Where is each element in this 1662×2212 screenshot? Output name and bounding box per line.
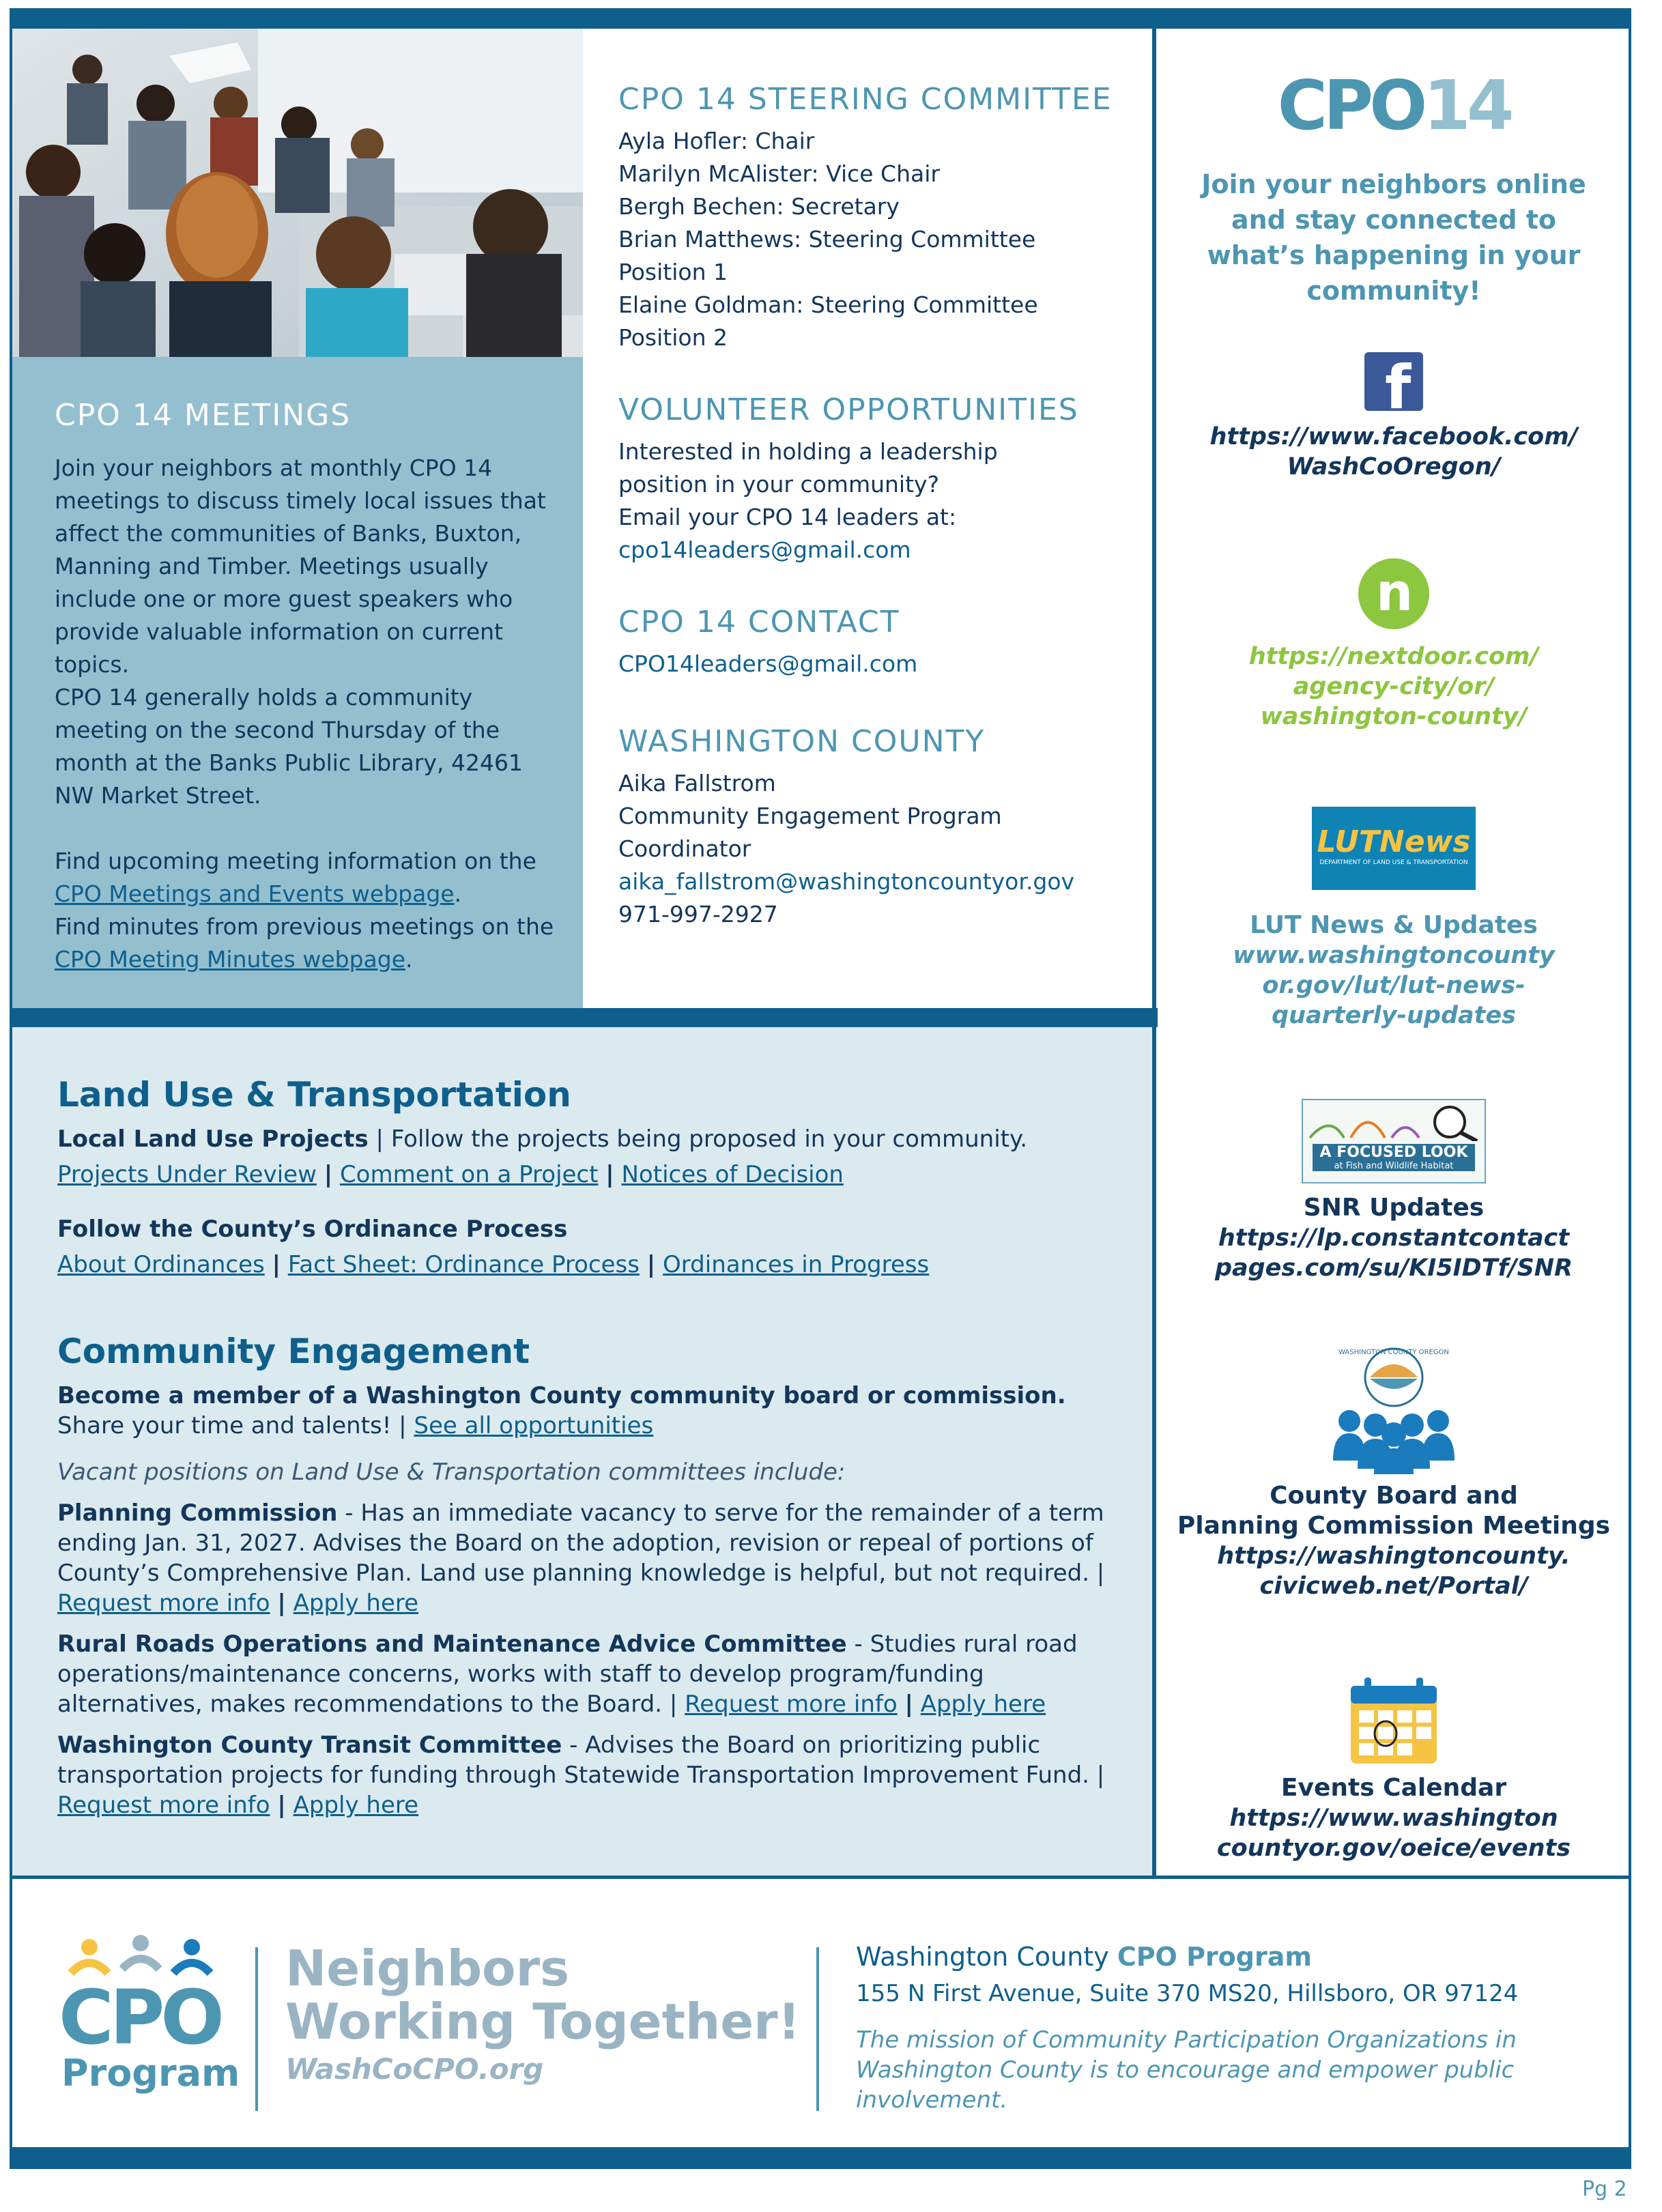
volunteer-email[interactable]: cpo14leaders@gmail.com: [618, 536, 911, 563]
ordinance-title: [57, 1214, 1152, 1244]
notices-of-decision-link[interactable]: Notices of Decision: [621, 1161, 844, 1188]
habitat-illustration-icon: [1303, 1100, 1485, 1141]
snr-link[interactable]: [1156, 1223, 1631, 1283]
steering-line: Brian Matthews: Steering Committee: [618, 226, 1036, 253]
cpo14-logo-cpo: CPO: [1277, 66, 1424, 145]
nextdoor-n-glyph: n: [1376, 562, 1414, 622]
cpo14-logo: [1156, 68, 1631, 143]
snr-badge-subtitle: at Fish and Wildlife Habitat: [1313, 1161, 1475, 1171]
events-url-1: https://www.washington: [1229, 1805, 1558, 1832]
county-line: Aika Fallstrom: [618, 770, 776, 796]
lut-news-badge-sub: DEPARTMENT OF LAND USE & TRANSPORTATION: [1319, 859, 1468, 866]
county-board-link[interactable]: [1156, 1541, 1631, 1601]
separator: |: [368, 1125, 391, 1153]
county-email[interactable]: aika_fallstrom@washingtoncountyor.gov: [618, 868, 1075, 895]
right-sidebar: [1156, 29, 1631, 1863]
contact-email[interactable]: CPO14leaders@gmail.com: [618, 650, 918, 677]
request-info-link[interactable]: Request more info: [57, 1792, 270, 1819]
engagement-share: [57, 1411, 1152, 1441]
tagline-line-2: Working Together!: [285, 1993, 801, 2050]
project-links: Projects Under Review | Comment on a Project | Notices of Decision: [57, 1161, 844, 1188]
become-member-text: Become a member of a Washington County community board or commission.: [57, 1382, 1066, 1409]
committee-rural-roads: Rural Roads Operations and Maintenance Advice Committee - Studies rural road operations/maintenance concerns, works with staff to develop program/funding alternatives, makes recommendations to the Board. | Request more info | Apply here: [57, 1631, 1078, 1718]
lut-news-heading: LUT News & Updates: [1250, 911, 1538, 939]
meetings-minutes-info: [55, 910, 556, 976]
committee-name: Washington County Transit Committee: [57, 1732, 562, 1759]
committee-name: Planning Commission: [57, 1499, 338, 1527]
lut-news-link[interactable]: [1156, 940, 1631, 1031]
lut-url-1: www.washingtoncounty: [1233, 942, 1555, 969]
engagement-become: [57, 1381, 1152, 1411]
org-bold: CPO Program: [1117, 1942, 1312, 1972]
spacer: [55, 812, 556, 845]
steering-line: Ayla Hofler: Chair: [618, 128, 815, 154]
footer-logo-program: Program: [61, 2052, 240, 2095]
footer-logo-cpo: CPO: [59, 1974, 220, 2061]
footer-address: 155 N First Avenue, Suite 370 MS20, Hillsboro, OR 97124: [856, 1980, 1519, 2007]
events-heading: Events Calendar: [1280, 1774, 1507, 1802]
snr-focused-look-badge[interactable]: [1302, 1099, 1486, 1183]
nextdoor-url-2: agency-city/or/: [1293, 673, 1495, 700]
board-heading-1: County Board and: [1270, 1482, 1518, 1510]
minutes-period: .: [405, 946, 413, 973]
county-seal-text: WASHINGTON COUNTY OREGON: [1338, 1349, 1449, 1356]
meetings-title: CPO 14 MEETINGS: [55, 398, 352, 433]
volunteer-line: Interested in holding a leadership: [618, 438, 998, 465]
meetings-events-info: [55, 845, 556, 910]
committee-name: Rural Roads Operations and Maintenance Advice Committee: [57, 1631, 847, 1658]
steering-line: Position 2: [618, 324, 728, 351]
see-all-opportunities-link[interactable]: See all opportunities: [414, 1412, 654, 1439]
local-projects-label: Local Land Use Projects: [57, 1125, 369, 1153]
section-divider: [10, 1008, 1158, 1027]
board-url-2: civicweb.net/Portal/: [1259, 1572, 1528, 1600]
meetings-events-link[interactable]: CPO Meetings and Events webpage: [55, 880, 455, 907]
committee-desc: - Advises the Board on prioritizing public transportation projects for funding through Statewide Transportation Improvement Fund. |: [57, 1732, 1105, 1789]
footer-divider-1: [255, 1947, 258, 2111]
footer-website[interactable]: WashCoCPO.org: [285, 2052, 544, 2086]
facebook-url-2: WashCoOregon/: [1287, 453, 1501, 480]
committee-desc: - Has an immediate vacancy to serve for the remainder of a term ending Jan. 31, 2027. Advises the Board on the adoption, revision or repeal of portions of County’s Comprehensive Plan. Land use planning knowledge is helpful, but not required. |: [57, 1499, 1105, 1587]
county-board-heading: [1156, 1481, 1631, 1541]
middle-column: [618, 29, 1144, 931]
local-projects-line: [57, 1124, 1152, 1154]
board-heading-2: Planning Commission Meetings: [1177, 1512, 1611, 1540]
cpo-program-logo: [59, 1934, 240, 2097]
apply-link[interactable]: Apply here: [293, 1792, 419, 1819]
events-text: Find upcoming meeting information on the: [55, 848, 536, 874]
land-use-title: Land Use & Transportation: [57, 1075, 571, 1115]
committee-planning: Planning Commission - Has an immediate vacancy to serve for the remainder of a term ending Jan. 31, 2027. Advises the Board on the adoption, revision or repeal of portions of County’s Comprehensive Plan. Land use planning knowledge is helpful, but not required. | Request more info | Apply here: [57, 1499, 1105, 1617]
meeting-audience-photo: [12, 29, 583, 357]
events-url-2: countyor.gov/oeice/events: [1216, 1835, 1571, 1862]
steering-line: Elaine Goldman: Steering Committee: [618, 291, 1038, 318]
snr-url-1: https://lp.constantcontact: [1218, 1224, 1570, 1252]
request-info-link[interactable]: Request more info: [685, 1691, 898, 1718]
share-text: Share your time and talents! |: [57, 1412, 414, 1439]
meetings-intro: Join your neighbors at monthly CPO 14 meetings to discuss timely local issues that affect the communities of Banks, Buxton, Manning and Timber. Meetings usually include one or more guest speakers who provide valuable information on current topics.: [55, 455, 546, 678]
footer-mission: The mission of Community Participation Organizations in Washington County is to encourage and empower public involvement.: [856, 2026, 1517, 2114]
tagline-line-1: Neighbors: [285, 1940, 569, 1997]
nextdoor-url-1: https://nextdoor.com/: [1248, 643, 1539, 670]
cpo14-logo-14: 14: [1423, 66, 1510, 145]
local-projects-text: Follow the projects being proposed in your community.: [390, 1125, 1028, 1153]
events-calendar-icon[interactable]: [1349, 1676, 1438, 1765]
committee-transit: Washington County Transit Committee - Advises the Board on prioritizing public transportation projects for funding through Statewide Transportation Improvement Fund. | Request more info | Apply here: [57, 1732, 1105, 1819]
footer: [12, 1879, 1629, 2147]
nextdoor-url-3: washington-county/: [1260, 703, 1528, 730]
meetings-panel: [12, 357, 583, 1008]
lut-news-badge[interactable]: [1312, 807, 1476, 890]
contact-title: CPO 14 CONTACT: [618, 605, 900, 640]
projects-under-review-link[interactable]: Projects Under Review: [57, 1161, 317, 1188]
about-ordinances-link[interactable]: About Ordinances: [57, 1251, 265, 1278]
apply-link[interactable]: Apply here: [920, 1691, 1046, 1718]
org-prefix: Washington County: [856, 1942, 1117, 1972]
lut-url-3: quarterly-updates: [1272, 1002, 1516, 1029]
events-link[interactable]: [1156, 1803, 1631, 1863]
facebook-link[interactable]: [1156, 422, 1631, 482]
meetings-minutes-link[interactable]: CPO Meeting Minutes webpage: [55, 946, 405, 973]
county-line: Coordinator: [618, 835, 751, 862]
nextdoor-icon[interactable]: [1358, 558, 1429, 629]
join-neighbors-text: Join your neighbors online and stay connected to what’s happening in your community!: [1201, 169, 1586, 306]
request-info-link[interactable]: Request more info: [57, 1590, 270, 1617]
steering-title: CPO 14 STEERING COMMITTEE: [618, 82, 1113, 117]
volunteer-line: position in your community?: [618, 471, 940, 498]
ordinance-fact-sheet-link[interactable]: Fact Sheet: Ordinance Process: [287, 1251, 640, 1278]
minutes-text: Find minutes from previous meetings on the: [55, 913, 554, 940]
volunteer-line: Email your CPO 14 leaders at:: [618, 504, 957, 530]
facebook-f-glyph: f: [1385, 352, 1412, 422]
footer-divider-2: [816, 1947, 819, 2111]
county-line: Community Engagement Program: [618, 803, 1002, 829]
snr-badge-title: A FOCUSED LOOK: [1313, 1144, 1475, 1161]
lut-news-badge-text: LUTNews: [1317, 824, 1471, 859]
meetings-schedule: CPO 14 generally holds a community meeting on the second Thursday of the month at the Banks Public Library, 42461 NW Market Street.: [55, 684, 523, 809]
nextdoor-link[interactable]: [1156, 642, 1631, 732]
facebook-icon[interactable]: [1364, 352, 1423, 422]
steering-line: Marilyn McAlister: Vice Chair: [618, 160, 940, 187]
vacant-positions-intro: Vacant positions on Land Use & Transportation committees include:: [57, 1459, 846, 1486]
top-bar: [10, 8, 1631, 29]
footer-tagline: [285, 1942, 801, 2086]
steering-line: Bergh Bechen: Secretary: [618, 193, 900, 220]
volunteer-title: VOLUNTEER OPPORTUNITIES: [618, 392, 1079, 427]
lut-url-2: or.gov/lut/lut-news-: [1262, 972, 1525, 999]
committee-desc: - Studies rural road operations/maintenance concerns, works with staff to develop program/funding alternatives, makes recommendations to the Board. |: [57, 1631, 1078, 1718]
snr-url-2: pages.com/su/KI5IDTf/SNR: [1214, 1254, 1573, 1282]
steering-line: Position 1: [618, 259, 728, 285]
bottom-bar: [10, 2147, 1631, 2169]
footer-contact: [856, 1942, 1593, 2115]
page-number: Pg 2: [1582, 2177, 1627, 2201]
county-title: WASHINGTON COUNTY: [618, 724, 986, 759]
ordinance-title-text: Follow the County’s Ordinance Process: [57, 1216, 568, 1243]
land-use-panel: [12, 1027, 1152, 1876]
county-board-icon[interactable]: [1329, 1345, 1459, 1474]
snr-heading: SNR Updates: [1303, 1194, 1485, 1222]
events-period: .: [454, 880, 462, 907]
comment-on-project-link[interactable]: Comment on a Project: [339, 1161, 599, 1188]
ordinance-links: About Ordinances | Fact Sheet: Ordinance Process | Ordinances in Progress: [57, 1251, 930, 1278]
ordinances-in-progress-link[interactable]: Ordinances in Progress: [663, 1251, 930, 1278]
county-phone: 971-997-2927: [618, 901, 778, 928]
facebook-url-1: https://www.facebook.com/: [1209, 423, 1578, 450]
board-url-1: https://washingtoncounty.: [1217, 1542, 1571, 1570]
footer-org: [856, 1942, 1593, 1972]
apply-link[interactable]: Apply here: [293, 1590, 419, 1617]
engagement-title: Community Engagement: [57, 1332, 530, 1371]
